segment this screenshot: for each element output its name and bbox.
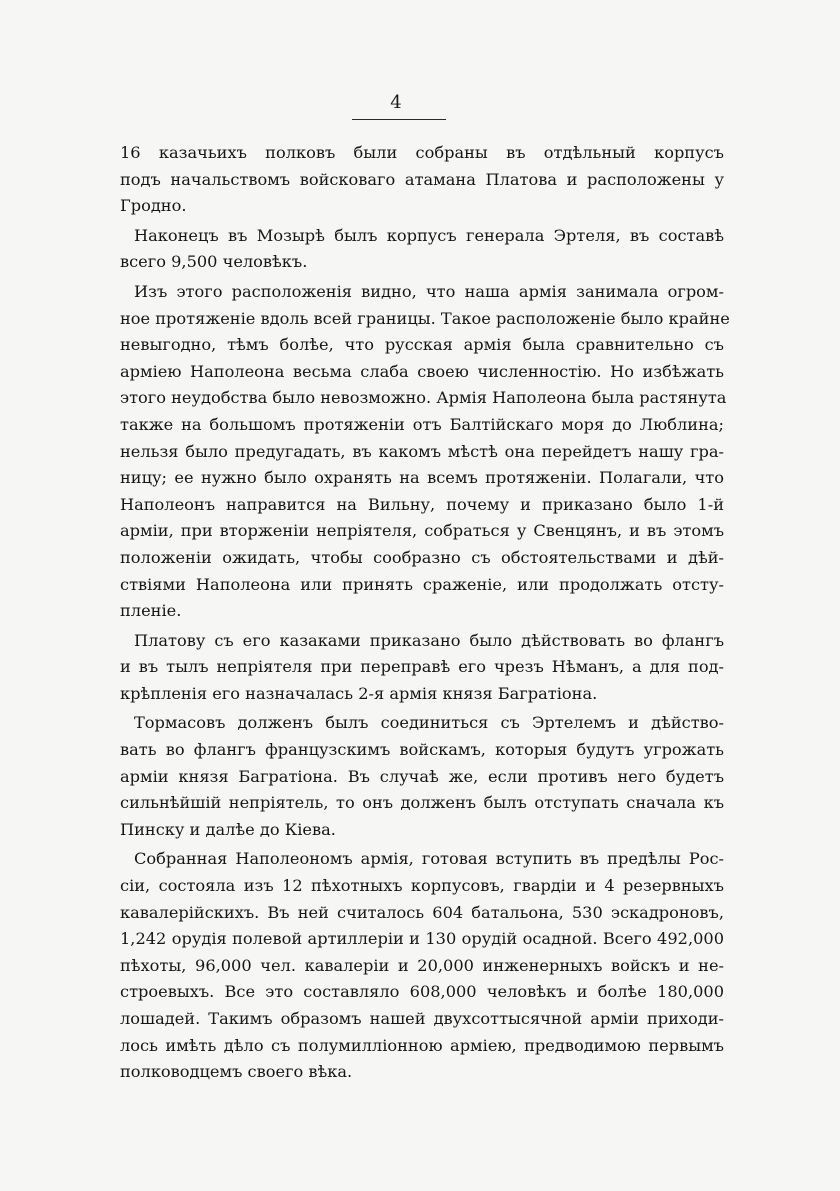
text-line: всего 9,500 человѣкъ.: [120, 252, 308, 272]
paragraph-6: [120, 846, 724, 1085]
text-line: нельзя было предугадать, въ какомъ мѣстѣ она перейдетъ нашу гра-: [120, 441, 724, 461]
text-line: пленіе.: [120, 601, 182, 621]
paragraph-5: [120, 710, 724, 843]
paragraph-1: [120, 140, 724, 220]
paragraph-2: [120, 223, 724, 276]
text-line: сильнѣйшій непріятель, то онъ долженъ былъ отступать сначала къ: [120, 793, 724, 813]
text-line: вать во флангъ французскимъ войскамъ, которыя будутъ угрожать: [120, 740, 724, 760]
text-line: лось имѣть дѣло съ полумилліонною арміею, предводимою первымъ: [120, 1035, 724, 1055]
text-line: 16 казачьихъ полковъ были собраны въ отдѣльный корпусъ: [120, 143, 724, 162]
text-line: 1,242 орудія полевой артиллеріи и 130 орудій осадной. Всего 492,000: [120, 929, 724, 949]
text-line: крѣпленія его назначалась 2-я армія князя Багратіона.: [120, 683, 598, 703]
paragraph-3: [120, 279, 730, 625]
text-line: положеніи ожидать, чтобы сообразно съ обстоятельствами и дѣй-: [120, 547, 724, 567]
text-line: Изъ этого расположенія видно, что наша армія занимала огром-: [134, 281, 724, 301]
text-line: Гродно.: [120, 196, 187, 216]
page-text: [120, 140, 730, 1086]
text-line: Тормасовъ долженъ былъ соединиться съ Эртелемъ и дѣйство-: [134, 713, 724, 733]
paragraph-4: [120, 628, 724, 708]
text-line: лошадей. Такимъ образомъ нашей двухсоттысячной арміи приходи-: [120, 1009, 724, 1028]
text-line: кавалерійскихъ. Въ ней считалось 604 батальона, 530 эскадроновъ,: [120, 902, 724, 922]
text-line: подъ начальствомъ войсковаго атамана Платова и расположены у: [120, 169, 724, 189]
text-line: Собранная Наполеономъ армія, готовая вступить въ предѣлы Рос-: [134, 849, 724, 869]
text-line: арміи князя Багратіона. Въ случаѣ же, если противъ него будетъ: [120, 766, 724, 786]
text-line: ницу; ее нужно было охранять на всемъ протяженіи. Полагали, что: [120, 468, 724, 488]
text-line: Наконецъ въ Мозырѣ былъ корпусъ генерала Эртеля, въ составѣ: [134, 225, 724, 245]
text-line: Платову съ его казаками приказано было дѣйствовать во флангъ: [134, 630, 724, 650]
text-line: невыгодно, тѣмъ болѣе, что русская армія была сравнительно съ: [120, 335, 724, 355]
text-line: Наполеонъ направится на Вильну, почему и приказано было 1-й: [120, 494, 724, 514]
text-line: полководцемъ своего вѣка.: [120, 1062, 353, 1082]
page-number-rule: [352, 119, 446, 120]
text-line: строевыхъ. Все это составляло 608,000 человѣкъ и болѣе 180,000: [120, 982, 724, 1002]
text-line: и въ тылъ непріятеля при переправѣ его чрезъ Нѣманъ, а для под-: [120, 657, 724, 677]
text-line: также на большомъ протяженіи отъ Балтійскаго моря до Люблина;: [120, 414, 724, 434]
text-line: пѣхоты, 96,000 чел. кавалеріи и 20,000 инженерныхъ войскъ и не-: [120, 955, 724, 975]
text-line: ное протяженіе вдоль всей границы. Такое расположеніе было крайне: [120, 308, 730, 328]
text-line: арміи, при вторженіи непріятеля, собраться у Свенцянъ, и въ этомъ: [120, 521, 724, 541]
text-line: сіи, состояла изъ 12 пѣхотныхъ корпусовъ, гвардіи и 4 резервныхъ: [120, 876, 724, 896]
text-line: Пинску и далѣе до Кіева.: [120, 819, 336, 839]
text-line: арміею Наполеона весьма слаба своею численностію. Но избѣжать: [120, 361, 724, 381]
page-number: 4: [390, 92, 402, 113]
text-line: ствіями Наполеона или принять сраженіе, или продолжать отсту-: [120, 574, 724, 594]
text-line: этого неудобства было невозможно. Армія Наполеона была растянута: [120, 388, 727, 408]
